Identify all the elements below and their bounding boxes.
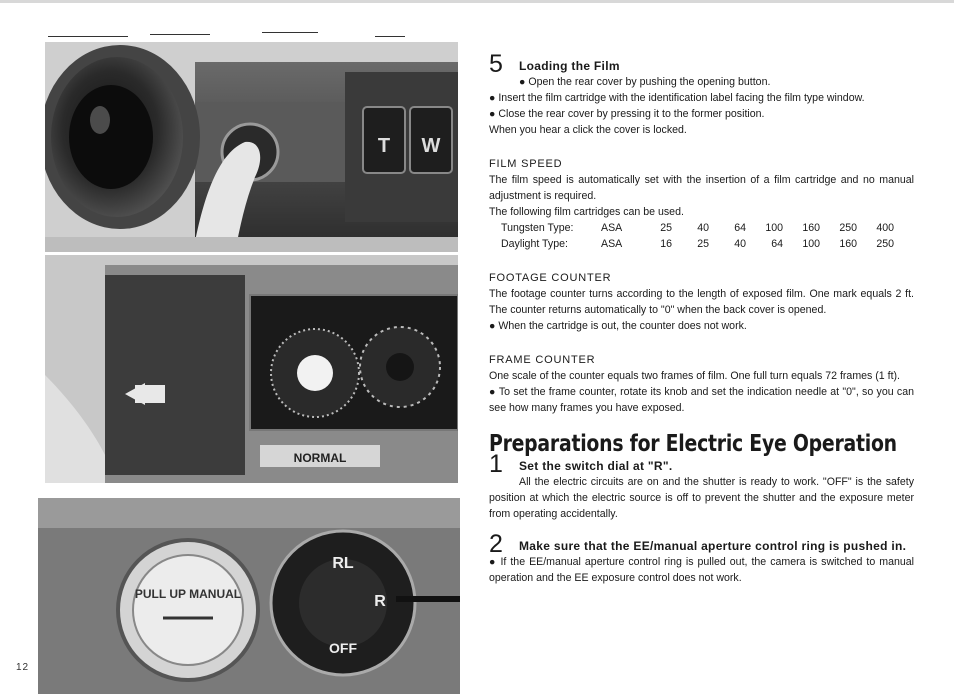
ring-label: PULL UP MANUAL xyxy=(134,587,242,601)
table-cell: 40 xyxy=(734,238,746,250)
table-cell: 400 xyxy=(876,222,894,234)
table-cell: 25 xyxy=(660,222,672,234)
instruction-text-column xyxy=(489,50,914,586)
table-row xyxy=(501,220,894,236)
step-title: Make sure that the EE/manual aperture control ring is pushed in. xyxy=(519,539,907,553)
step-number: 5 xyxy=(489,50,503,78)
decorative-rule xyxy=(48,36,128,37)
table-cell: Daylight Type: xyxy=(501,238,568,250)
instruction-line: ● Open the rear cover by pushing the opening button. xyxy=(519,76,771,88)
photo-column xyxy=(0,0,470,694)
table-cell: 100 xyxy=(802,238,820,250)
decorative-rule xyxy=(150,34,210,35)
instruction-line: ● Close the rear cover by pressing it to the former position. xyxy=(489,108,765,120)
film-speed-text: The film speed is automatically set with the insertion of a film cartridge and no manual adjustment is required. xyxy=(489,174,914,202)
instruction-line: When you hear a click the cover is locked. xyxy=(489,124,687,136)
footage-counter-bullet: ● When the cartridge is out, the counter does not work. xyxy=(489,320,747,332)
film-speed-table xyxy=(501,220,894,252)
footage-counter-heading: FOOTAGE COUNTER xyxy=(489,272,612,284)
page-number: 12 xyxy=(16,662,30,673)
photo-film-counters xyxy=(45,255,458,483)
table-cell: 25 xyxy=(697,238,709,250)
table-cell: ASA xyxy=(601,238,623,250)
film-speed-note: The following film cartridges can be used. xyxy=(489,206,684,218)
footage-counter-text: The footage counter turns according to the length of exposed film. One mark equals 2 ft. The counter returns automatically to "0" when the back cover is opened. xyxy=(489,288,914,316)
table-cell: 160 xyxy=(802,222,820,234)
normal-label: NORMAL xyxy=(293,451,347,465)
frame-counter-text: One scale of the counter equals two frames of film. One full turn equals 72 frames (1 ft). xyxy=(489,370,900,382)
table-cell: 64 xyxy=(771,238,783,250)
step-2 xyxy=(489,530,914,558)
main-title: Preparations for Electric Eye Operation xyxy=(489,431,897,457)
frame-counter-bullet: ● To set the frame counter, rotate its knob and set the indication needle at "0", so you can see how many frames you have exposed. xyxy=(489,386,914,414)
frame-counter-heading: FRAME COUNTER xyxy=(489,354,596,366)
table-cell: ASA xyxy=(601,222,623,234)
table-cell: 250 xyxy=(876,238,894,250)
switch-dials-illustration xyxy=(38,498,460,694)
table-row xyxy=(501,236,894,252)
dial-off-label: OFF xyxy=(329,640,357,656)
step-1 xyxy=(489,450,914,478)
table-cell: 250 xyxy=(839,222,857,234)
film-speed-heading: FILM SPEED xyxy=(489,158,563,170)
step-number: 1 xyxy=(489,450,503,478)
table-cell: 16 xyxy=(660,238,672,250)
table-cell: 40 xyxy=(697,222,709,234)
table-cell: 160 xyxy=(839,238,857,250)
dial-r-label: R xyxy=(374,593,386,610)
decorative-rule xyxy=(262,32,318,33)
film-counters-illustration xyxy=(45,255,458,483)
table-cell: 64 xyxy=(734,222,746,234)
decorative-rule xyxy=(375,36,405,37)
step-title: Set the switch dial at "R". xyxy=(519,459,673,473)
table-cell: Tungsten Type: xyxy=(501,222,574,234)
step-text: All the electric circuits are on and the shutter is ready to work. "OFF" is the safety position at which the electric source is off to prevent the shutter and the exposure meter from operating accidentally. xyxy=(489,476,914,520)
zoom-t-label: T xyxy=(377,135,391,157)
section-loading-film xyxy=(489,50,914,90)
photo-camera-lens xyxy=(45,42,458,252)
table-cell: 100 xyxy=(765,222,783,234)
instruction-line: ● Insert the film cartridge with the identification label facing the film type window. xyxy=(489,92,865,104)
step-text: ● If the EE/manual aperture control ring is pulled out, the camera is switched to manual operation and the EE exposure control does not work. xyxy=(489,556,914,584)
photo-switch-dials xyxy=(38,498,460,694)
camera-lens-illustration xyxy=(45,42,458,252)
step-number: 2 xyxy=(489,530,503,558)
zoom-w-label: W xyxy=(421,135,441,157)
section-title: Loading the Film xyxy=(519,59,620,73)
dial-rl-label: RL xyxy=(332,555,354,572)
